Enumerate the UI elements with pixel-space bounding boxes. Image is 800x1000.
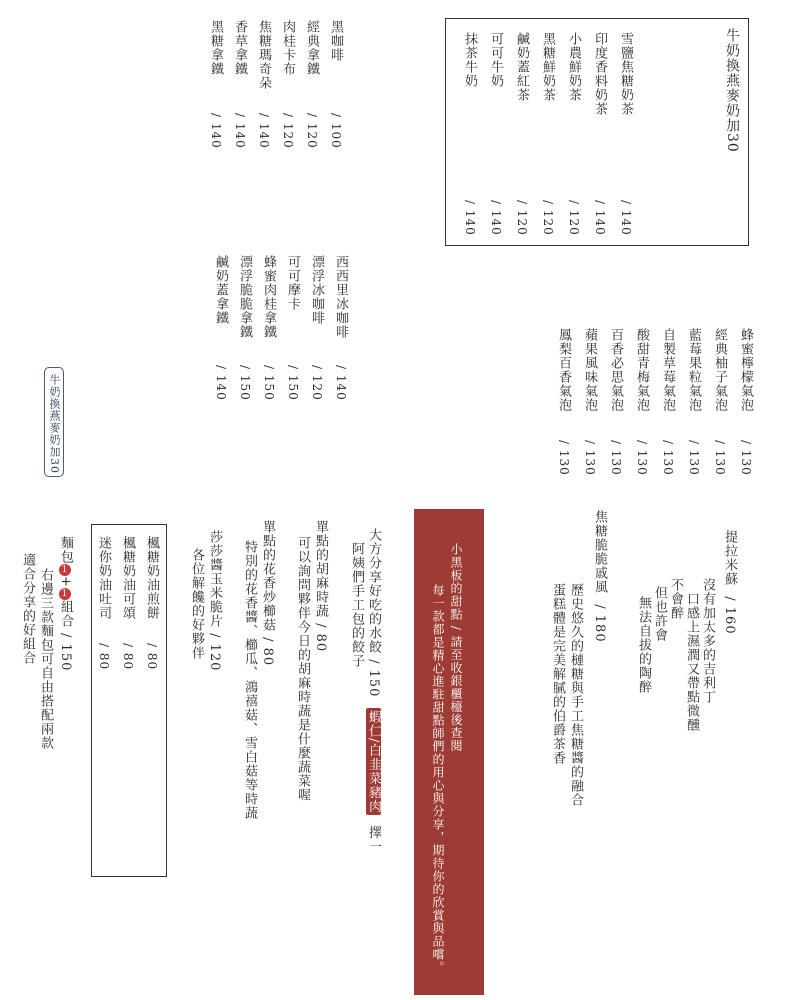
milk-tea-name: 黑糖鮮奶茶 <box>540 32 555 102</box>
caramel-desc-line: 蛋糕體是完美解膩的伯爵茶香 <box>550 583 565 765</box>
bread-name: 迷你奶油吐司 <box>96 536 111 620</box>
milk-tea-name: 抹茶牛奶 <box>462 32 477 88</box>
dessert-board-title: 小黑板的甜點 / 請至收銀櫃檯後查閱 <box>449 543 463 753</box>
sparkling-price: / 130 <box>609 440 623 476</box>
milk-tea-name: 印度香料奶茶 <box>592 32 607 116</box>
bread-combo-desc-2: 適合分享的好組合 <box>20 553 35 665</box>
bread-price: / 80 <box>97 643 111 671</box>
dumplings-desc: 阿姨們手工包的餃子 <box>349 542 364 668</box>
bread-price: / 80 <box>145 643 159 671</box>
special-coffee-price: / 140 <box>214 365 228 401</box>
sparkling-price: / 130 <box>583 440 597 476</box>
milk-tea-price: / 140 <box>489 200 503 236</box>
milk-tea-price: / 120 <box>515 200 529 236</box>
sparkling-name: 鳳梨百香氣泡 <box>556 328 571 412</box>
oat-milk-note: 牛奶換燕麥奶加30 <box>724 28 740 153</box>
tiramisu-desc-line: 無法自拔的陶醉 <box>636 596 651 694</box>
milk-tea-name: 可可牛奶 <box>488 32 503 88</box>
sesame-desc: 可以詢問夥伴今日的胡麻時蔬是什麼蔬菜喔 <box>295 536 310 802</box>
tiramisu-title: 提拉米蘇 / 160 <box>722 530 737 635</box>
coffee-price: / 120 <box>281 113 295 149</box>
coffee-price: / 140 <box>233 113 247 149</box>
special-coffee-name: 蜂蜜肉桂拿鐵 <box>261 255 276 339</box>
special-coffee-price: / 140 <box>334 365 348 401</box>
coffee-price: / 140 <box>209 113 223 149</box>
special-coffee-name: 可可摩卡 <box>285 255 300 311</box>
special-coffee-price: / 120 <box>310 365 324 401</box>
tiramisu-desc-line: 沒有加太多的吉利丁 <box>700 578 715 704</box>
oat-milk-tag: 牛奶換燕麥奶加30 <box>44 367 64 477</box>
sparkling-price: / 130 <box>635 440 649 476</box>
coffee-name: 經典拿鐵 <box>304 20 319 76</box>
dumpling-options-chip: 蝦仁/白韭菜豬肉 <box>366 709 381 814</box>
bread-price: / 80 <box>121 643 135 671</box>
sparkling-price: / 130 <box>557 440 571 476</box>
special-coffee-name: 西西里冰咖啡 <box>333 255 348 339</box>
special-coffee-name: 漂浮冰咖啡 <box>309 255 324 325</box>
coffee-name: 香草拿鐵 <box>232 20 247 76</box>
sparkling-name: 經典柚子氣泡 <box>712 328 727 412</box>
sparkling-name: 酸甜青梅氣泡 <box>634 328 649 412</box>
sparkling-price: / 130 <box>739 440 753 476</box>
milk-tea-price: / 140 <box>463 200 477 236</box>
bread-name: 楓糖奶油煎餅 <box>144 536 159 620</box>
milk-tea-price: / 140 <box>619 200 633 236</box>
milk-tea-name: 小農鮮奶茶 <box>566 32 581 102</box>
milk-tea-price: / 120 <box>567 200 581 236</box>
milk-tea-name: 鹹奶蓋紅茶 <box>514 32 529 102</box>
milk-tea-name: 雪鹽焦糖奶茶 <box>618 32 633 116</box>
tiramisu-desc-line: 口感上濕潤又帶點微醺 <box>684 592 699 732</box>
coffee-name: 焦糖瑪奇朵 <box>256 20 271 90</box>
dessert-board-text: 每一款都是精心進駐甜點師們的用心與分享，期待你的欣賞與品嚐。 <box>431 584 445 974</box>
coffee-name: 黑咖啡 <box>328 20 343 62</box>
special-coffee-name: 漂浮脆脆拿鐵 <box>237 255 252 339</box>
tiramisu-desc-line: 但也許會 <box>652 586 667 642</box>
bread-combo-title: 麵包1+1組合 / 150 <box>58 536 73 672</box>
tiramisu-desc-line: 不會醉 <box>668 578 683 620</box>
coffee-name: 肉桂卡布 <box>280 20 295 76</box>
sparkling-name: 蘋果風味氣泡 <box>582 328 597 412</box>
caramel-title: 焦糖脆脆戚風 / 180 <box>592 510 607 643</box>
coffee-price: / 140 <box>257 113 271 149</box>
bread-combo-desc-1: 右邊三款麵包可自由搭配兩款 <box>38 568 53 750</box>
mushroom-title: 單點的花香炒櫛菇 / 80 <box>260 520 275 667</box>
salsa-desc: 各位解饞的好夥伴 <box>189 548 204 660</box>
sparkling-name: 蜂蜜檸檬氣泡 <box>738 328 753 412</box>
caramel-desc-line: 歷史悠久的槤糖與手工焦糖醬的融合 <box>568 583 583 807</box>
special-coffee-price: / 150 <box>238 365 252 401</box>
sparkling-name: 自製草莓氣泡 <box>660 328 675 412</box>
sparkling-price: / 130 <box>713 440 727 476</box>
special-coffee-price: / 150 <box>262 365 276 401</box>
coffee-price: / 120 <box>305 113 319 149</box>
dessert-board-box <box>414 509 484 995</box>
sesame-title: 單點的胡麻時蔬 / 80 <box>313 520 328 653</box>
special-coffee-name: 鹹奶蓋拿鐵 <box>213 255 228 325</box>
mushroom-desc: 特別的花香醬、櫛瓜、鴻禧菇、雪白菇等時蔬 <box>242 540 257 820</box>
salsa-title: 莎莎醬玉米脆片 / 120 <box>207 530 222 672</box>
special-coffee-price: / 150 <box>286 365 300 401</box>
bread-name: 楓糖奶油可頌 <box>120 536 135 620</box>
coffee-name: 黑糖拿鐵 <box>208 20 223 76</box>
coffee-price: / 100 <box>329 113 343 149</box>
milk-tea-price: / 140 <box>593 200 607 236</box>
sparkling-name: 藍莓果粒氣泡 <box>686 328 701 412</box>
dumplings-title: 大方分享好吃的水餃 / 150 蝦仁/白韭菜豬肉 擇一 <box>366 528 381 854</box>
sparkling-price: / 130 <box>687 440 701 476</box>
milk-tea-price: / 120 <box>541 200 555 236</box>
sparkling-name: 百香必思氣泡 <box>608 328 623 412</box>
sparkling-price: / 130 <box>661 440 675 476</box>
combo-number-2: 1 <box>59 588 71 600</box>
combo-number-1: 1 <box>59 564 71 576</box>
